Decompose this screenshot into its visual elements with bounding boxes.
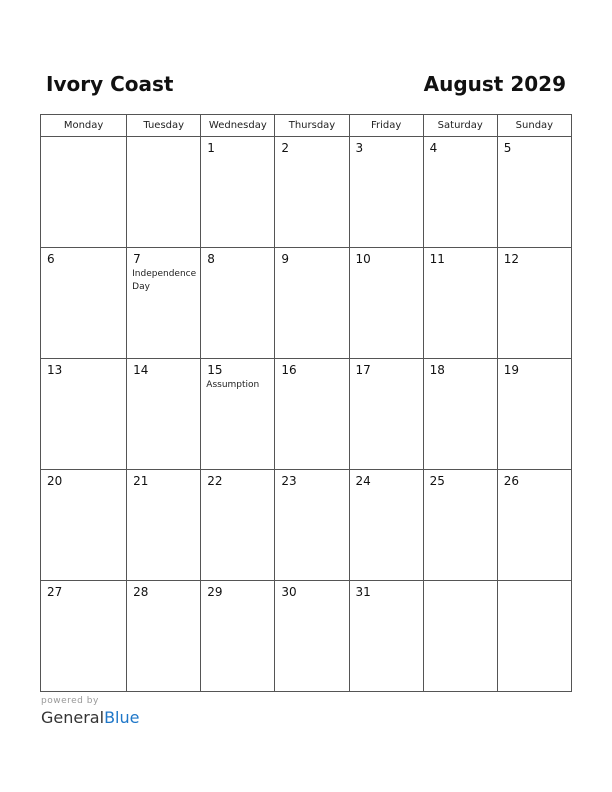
day-number: 26: [503, 474, 520, 488]
day-cell: [423, 248, 497, 359]
day-cell: [41, 248, 127, 359]
generalblue-logo: [41, 708, 139, 728]
day-cell: [349, 137, 423, 248]
day-cell: [275, 359, 349, 470]
day-cell: [41, 581, 127, 692]
day-number: 19: [503, 363, 520, 377]
weekday-monday: Monday: [41, 115, 127, 137]
day-cell: [127, 581, 201, 692]
brand-general-text: General: [41, 708, 105, 727]
weekday-friday: Friday: [349, 115, 423, 137]
day-cell: [497, 359, 571, 470]
day-cell: [41, 359, 127, 470]
day-number: 4: [429, 141, 438, 155]
day-cell: [423, 470, 497, 581]
day-cell: [349, 248, 423, 359]
day-cell: [497, 137, 571, 248]
day-number: 28: [133, 585, 149, 599]
week-row: [41, 248, 572, 359]
month-year-title: August 2029: [423, 72, 566, 96]
day-number: 22: [207, 474, 223, 488]
day-number: 31: [355, 585, 371, 599]
day-number: 14: [133, 363, 149, 377]
day-number: 25: [429, 474, 445, 488]
day-cell: [127, 137, 201, 248]
day-cell: [497, 581, 571, 692]
day-cell: [201, 581, 275, 692]
day-number: [127, 137, 200, 141]
day-cell: [349, 470, 423, 581]
weekday-sunday: Sunday: [497, 115, 571, 137]
day-number: 8: [207, 252, 215, 266]
day-number: 27: [47, 585, 63, 599]
day-cell: [41, 470, 127, 581]
day-number: 1: [207, 141, 215, 155]
day-cell: [201, 359, 275, 470]
day-number: [498, 581, 571, 585]
day-number: 12: [503, 252, 520, 266]
day-number: 23: [281, 474, 297, 488]
day-cell: [275, 248, 349, 359]
day-number: [424, 581, 497, 585]
day-cell: [41, 137, 127, 248]
week-row: [41, 359, 572, 470]
country-title: Ivory Coast: [46, 72, 174, 96]
day-cell: [423, 359, 497, 470]
day-number: 29: [207, 585, 223, 599]
week-row: [41, 137, 572, 248]
day-cell: [275, 470, 349, 581]
weekday-saturday: Saturday: [423, 115, 497, 137]
calendar-grid: [40, 114, 572, 692]
day-cell: [201, 137, 275, 248]
day-number: 15: [207, 363, 223, 377]
day-cell: [497, 248, 571, 359]
day-number: 9: [281, 252, 290, 266]
day-cell: [275, 581, 349, 692]
day-cell: [201, 248, 275, 359]
day-cell: [275, 137, 349, 248]
day-number: 30: [281, 585, 297, 599]
day-cell: [127, 470, 201, 581]
day-cell: [201, 470, 275, 581]
day-cell: [349, 359, 423, 470]
day-number: 7: [133, 252, 141, 266]
day-cell: [423, 581, 497, 692]
day-cell: [349, 581, 423, 692]
day-number: 3: [355, 141, 364, 155]
day-cell: [127, 359, 201, 470]
day-number: 2: [281, 141, 290, 155]
day-number: [41, 137, 126, 141]
weekday-wednesday: Wednesday: [201, 115, 275, 137]
holiday-label: Assumption: [206, 380, 260, 390]
day-number: 13: [47, 363, 63, 377]
day-number: 5: [503, 141, 512, 155]
week-row: [41, 470, 572, 581]
day-number: 20: [47, 474, 63, 488]
week-row: [41, 581, 572, 692]
day-number: 24: [355, 474, 371, 488]
day-cell: [127, 248, 201, 359]
holiday-label: Independence Day: [132, 269, 197, 292]
weekday-thursday: Thursday: [275, 115, 349, 137]
day-number: 16: [281, 363, 297, 377]
day-number: 6: [47, 252, 55, 266]
day-number: 18: [429, 363, 445, 377]
weekday-tuesday: Tuesday: [127, 115, 201, 137]
day-number: 21: [133, 474, 149, 488]
day-cell: [497, 470, 571, 581]
day-number: 11: [429, 252, 445, 266]
day-number: 10: [355, 252, 371, 266]
day-number: 17: [355, 363, 371, 377]
weekday-header-row: [41, 115, 572, 137]
footer-branding: [41, 696, 139, 728]
brand-blue-text: Blue: [104, 708, 140, 727]
powered-by-text: powered by: [41, 696, 99, 706]
day-cell: [423, 137, 497, 248]
